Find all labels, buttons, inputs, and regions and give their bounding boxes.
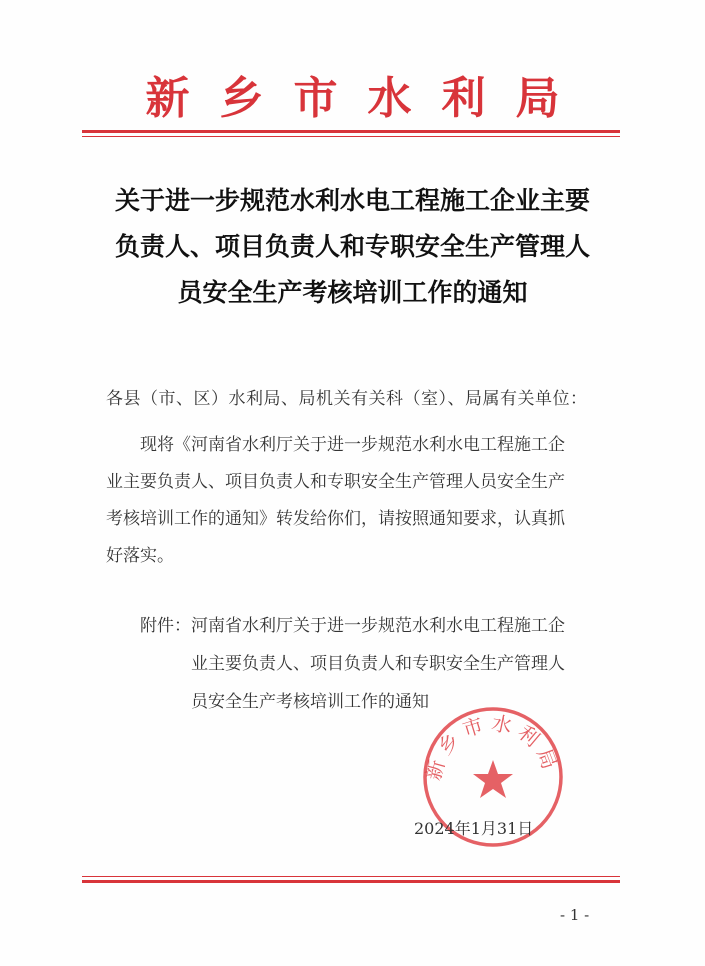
title-line: 负责人、项目负责人和专职安全生产管理人 bbox=[114, 232, 590, 261]
letterhead-title: 新乡市水利局 bbox=[145, 73, 590, 124]
title-line: 员安全生产考核培训工作的通知 bbox=[177, 278, 528, 307]
svg-text:新乡市水利局: 新乡市水利局 bbox=[421, 710, 564, 783]
page-number: - 1 - bbox=[560, 906, 590, 924]
title-line: 关于进一步规范水利水电工程施工企业主要 bbox=[114, 186, 590, 215]
body-line: 现将《河南省水利厅关于进一步规范水利水电工程施工企 bbox=[140, 435, 565, 455]
body-paragraph bbox=[106, 427, 626, 575]
body-line: 好落实。 bbox=[106, 546, 174, 566]
attachment-line: 员安全生产考核培训工作的通知 bbox=[191, 692, 429, 712]
body-line: 业主要负责人、项目负责人和专职安全生产管理人员安全生产 bbox=[106, 472, 565, 492]
issue-date: 2024年1月31日 bbox=[414, 819, 534, 838]
letterhead-rule-thick bbox=[82, 130, 620, 133]
footer-rule-thick bbox=[82, 880, 620, 883]
letterhead-rule-thin bbox=[82, 136, 620, 137]
document-title bbox=[90, 178, 615, 316]
footer-rule-thin bbox=[82, 876, 620, 877]
salutation: 各县（市、区）水利局、局机关有关科（室）、局属有关单位： bbox=[106, 389, 588, 409]
attachment-line: 附件：河南省水利厅关于进一步规范水利水电工程施工企 bbox=[140, 616, 565, 636]
attachment-line: 业主要负责人、项目负责人和专职安全生产管理人 bbox=[191, 654, 565, 674]
body-line: 考核培训工作的通知》转发给你们，请按照通知要求，认真抓 bbox=[106, 509, 565, 529]
